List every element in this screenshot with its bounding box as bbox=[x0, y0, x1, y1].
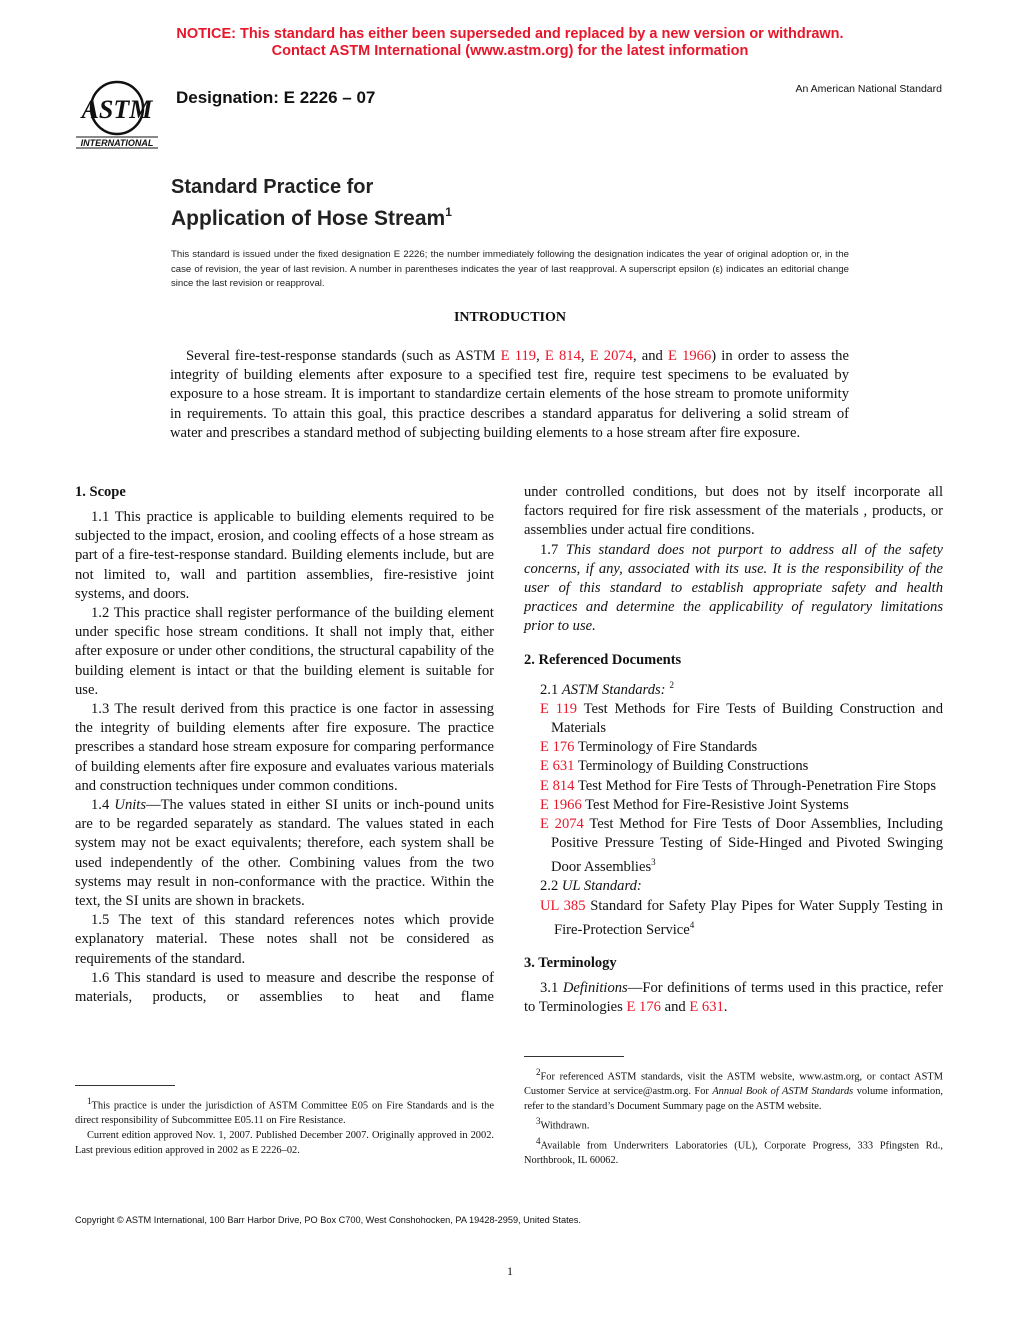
american-national-standard: An American National Standard bbox=[795, 83, 942, 95]
footnote-3: $^3$Withdrawn. bbox=[536, 1116, 590, 1132]
introduction-text: Several fire-test-response standards (such as ASTM E 119, E 814, E 2074, and E 1966) in order to assess the integrity of building elements after exposure to a specified test fire, require test specimens to be evaluated by exposure to a hose stream. It is important to standardize certain elements of the hose stream to promote uniformity in requirements. To attain this goal, this practice describes a standard apparatus for delivering a solid stream of water and prescribes a standard method of subjecting building elements to a hose stream after fire exposure. bbox=[170, 348, 849, 441]
ref-link-e176-term[interactable]: E 176 bbox=[626, 999, 661, 1016]
footnote-1: $^1$This practice is under the jurisdiction of ASTM Committee E05 on Fire Standards and is the direct responsibility of Subcommittee E05.11 on Fire Resistance. bbox=[75, 1096, 494, 1127]
scope-1-6a: 1.6 This standard is used to measure and describe the response of materials, products, or assemblies to heat and flame bbox=[75, 969, 494, 1006]
ref-item-ul385: UL 385 Standard for Safety Play Pipes for Water Supply Testing in Fire-Protection Service$^4$ bbox=[540, 897, 943, 938]
logo-text: INTERNATIONAL bbox=[80, 138, 154, 148]
ref-link[interactable]: E 814 bbox=[540, 777, 575, 794]
page-number: 1 bbox=[507, 1264, 513, 1278]
title-line-1: Standard Practice for bbox=[171, 176, 374, 198]
notice-line-1: NOTICE: This standard has either been superseded and replaced by a new version or withdrawn. bbox=[176, 26, 844, 42]
notice-banner bbox=[0, 26, 1020, 60]
ref-link-ul385[interactable]: UL 385 bbox=[540, 897, 586, 914]
notice-line-2: Contact ASTM International (www.astm.org) for the latest information bbox=[271, 43, 749, 59]
designation: Designation: E 2226 – 07 bbox=[176, 88, 376, 107]
astm-logo-icon bbox=[72, 74, 162, 152]
ref-item: E 814 Test Method for Fire Tests of Through-Penetration Fire Stops bbox=[540, 777, 937, 794]
ref-link-e814[interactable]: E 814 bbox=[544, 348, 581, 364]
ref-item: E 1966 Test Method for Fire-Resistive Joint Systems bbox=[540, 796, 849, 813]
left-footnotes bbox=[75, 1085, 494, 1158]
terminology-heading: 3. Terminology bbox=[524, 954, 617, 971]
referenced-documents-heading: 2. Referenced Documents bbox=[524, 651, 682, 668]
title-footnote-ref[interactable]: 1 bbox=[445, 205, 452, 219]
scope-1-5: 1.5 The text of this standard references notes which provide explanatory material. These notes shall not be considered as requirements of the standard. bbox=[75, 912, 494, 967]
issuance-statement: This standard is issued under the fixed designation E 2226; the number immediately following the designation indicates the year of original adoption or, in the case of revision, the year of last revision. A number in parentheses indicates the year of last reapproval. A superscript epsilon (ε) indicates an editorial change since the last revision or reapproval. bbox=[171, 249, 849, 289]
ul-standard-label: 2.2 UL Standard: bbox=[540, 878, 642, 895]
ref-link[interactable]: E 631 bbox=[540, 758, 575, 775]
scope-1-6b: under controlled conditions, but does not by itself incorporate all factors required for fire risk assessment of the materials , products, or assemblies under actual fire conditions. bbox=[524, 484, 943, 539]
referenced-list bbox=[524, 700, 943, 878]
right-footnotes bbox=[524, 1056, 943, 1168]
astm-standards-label: 2.1 ASTM Standards: $^2$ bbox=[540, 679, 675, 698]
footnote-2: $^2$For referenced ASTM standards, visit the ASTM website, www.astm.org, or contact ASTM Customer Service at service@astm.org. For Annual Book of ASTM Standards volume information, refer to the standard’s Document Summary page on the ASTM website. bbox=[524, 1067, 943, 1113]
document-title bbox=[171, 175, 452, 232]
ref-link-e1966[interactable]: E 1966 bbox=[668, 348, 712, 364]
right-column bbox=[524, 483, 943, 1017]
copyright: Copyright © ASTM International, 100 Barr Harbor Drive, PO Box C700, West Conshohocken, PA 19428-2959, United States. bbox=[75, 1215, 581, 1225]
astm-logo bbox=[72, 74, 162, 152]
ref-item: E 631 Terminology of Building Constructions bbox=[540, 758, 809, 775]
svg-text:ASTM: ASTM bbox=[81, 95, 153, 124]
ref-link-e631-term[interactable]: E 631 bbox=[689, 999, 724, 1016]
scope-1-3: 1.3 The result derived from this practice is one factor in assessing the integrity of building elements after fire exposure. The practice prescribes a standard hose stream exposure for comparing performance of building elements after fire exposure and evaluates various materials and construction techniques under common conditions. bbox=[75, 701, 494, 794]
ref-item: E 176 Terminology of Fire Standards bbox=[540, 739, 758, 756]
ref-link-e2074[interactable]: E 2074 bbox=[589, 348, 633, 364]
introduction-heading: INTRODUCTION bbox=[453, 310, 566, 325]
scope-1-2: 1.2 This practice shall register performance of the building element under specific hose stream conditions. It shall not imply that, either after exposure or under other conditions, the structural capability of the building element is intact or that the building element is suitable for use. bbox=[75, 605, 494, 698]
ref-link[interactable]: E 176 bbox=[540, 739, 575, 756]
ref-link[interactable]: E 2074 bbox=[540, 815, 584, 832]
footnote-4: $^4$Available from Underwriters Laboratories (UL), Corporate Progress, 333 Pfingsten Rd., Northbrook, IL 60062. bbox=[524, 1135, 943, 1167]
scope-heading: 1. Scope bbox=[75, 484, 126, 500]
ref-item: E 2074 Test Method for Fire Tests of Door Assemblies, Including Positive Pressure Testing of Side-Hinged and Pivoted Swinging Door Assemblies$^3$ bbox=[540, 815, 943, 876]
ref-item: E 119 Test Methods for Fire Tests of Building Construction and Materials bbox=[540, 700, 943, 736]
left-column bbox=[75, 483, 494, 1007]
ref-link[interactable]: E 119 bbox=[540, 700, 578, 717]
ref-link[interactable]: E 1966 bbox=[540, 796, 582, 813]
scope-1-4: 1.4 Units—The values stated in either SI units or inch-pound units are to be regarded separately as standard. The values stated in each system may not be exact equivalents; therefore, each system shall be used independently of the other. Combining values from the two systems may result in non-conformance with the practice. Within the text, the SI units are shown in brackets. bbox=[75, 797, 494, 910]
scope-1-7: 1.7 This standard does not purport to address all of the safety concerns, if any, associated with its use. It is the responsibility of the user of this standard to establish appropriate safety and health practices and determine the applicability of regulatory limitations prior to use. bbox=[524, 541, 943, 635]
ref-link-e119[interactable]: E 119 bbox=[500, 348, 537, 364]
terminology-3-1: 3.1 Definitions—For definitions of terms used in this practice, refer to Terminologies E 176 and E 631. bbox=[524, 979, 944, 1016]
footnote-1-edition: Current edition approved Nov. 1, 2007. Published December 2007. Originally approved in 2002. Last previous edition approved in 2002 as E 2226–02. bbox=[75, 1130, 494, 1157]
title-line-2: Application of Hose Stream bbox=[171, 207, 446, 230]
scope-1-1: 1.1 This practice is applicable to building elements required to be subjected to the impact, erosion, and cooling effects of a hose stream as part of a fire-test-response standard. Building elements include, but are not limited to, wall and partition assemblies, fire-resistive joint systems, and doors. bbox=[75, 509, 494, 602]
